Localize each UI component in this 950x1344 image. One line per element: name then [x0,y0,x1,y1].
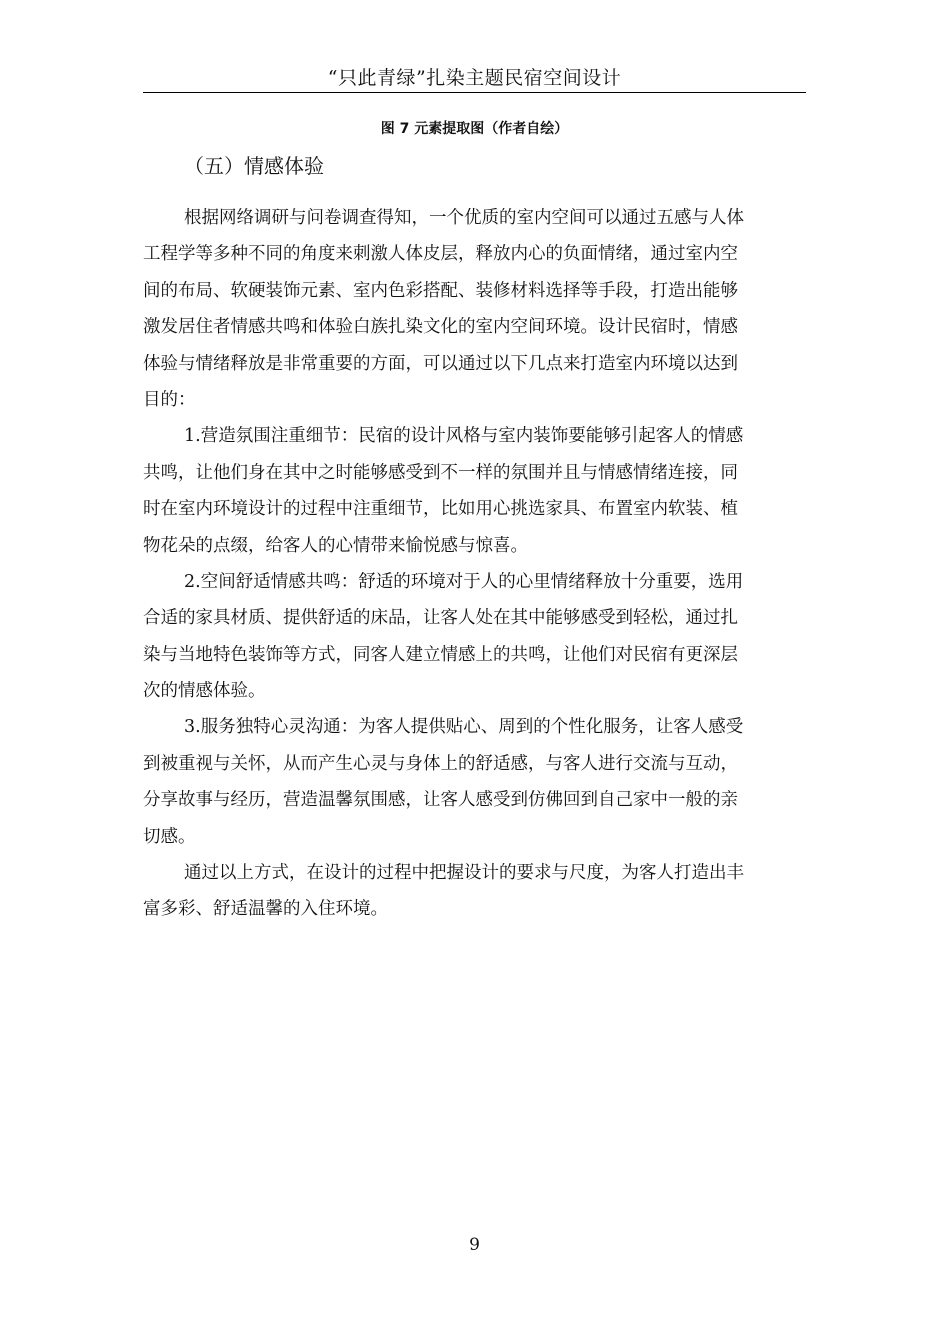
text-line: 2.空间舒适情感共鸣：舒适的环境对于人的心里情绪释放十分重要，选用 [184,571,744,592]
text-line: 1.营造氛围注重细节：民宿的设计风格与室内装饰要能够引起客人的情感 [184,426,744,447]
text-line: 到被重视与关怀，从而产生心灵与身体上的舒适感，与客人进行交流与互动， [143,753,738,774]
text-line: 分享故事与经历，营造温馨氛围感，让客人感受到仿佛回到自己家中一般的亲 [143,790,738,811]
figure-caption: 图 7 元素提取图（作者自绘） [380,121,569,137]
text-line: 共鸣，让他们身在其中之时能够感受到不一样的氛围并且与情感情绪连接，同 [143,462,738,483]
text-line: 切感。 [143,826,196,847]
section-heading: （五）情感体验 [184,154,324,178]
paragraph-point-3 [143,709,806,855]
text-line: 合适的家具材质、提供舒适的床品，让客人处在其中能够感受到轻松，通过扎 [143,608,738,629]
header-rule [143,92,806,93]
paragraph-point-2 [143,564,806,710]
text-line: 通过以上方式，在设计的过程中把握设计的要求与尺度，为客人打造出丰 [184,863,744,884]
text-line: 工程学等多种不同的角度来刺激人体皮层，释放内心的负面情绪，通过室内空 [143,244,738,265]
text-line: 3.服务独特心灵沟通：为客人提供贴心、周到的个性化服务，让客人感受 [184,717,744,738]
body-text [143,200,806,928]
paragraph-conclusion [143,855,806,928]
text-line: 富多彩、舒适温馨的入住环境。 [143,899,388,920]
text-line: 根据网络调研与问卷调查得知，一个优质的室内空间可以通过五感与人体 [184,208,744,228]
text-line: 目的： [143,389,196,410]
text-line: 体验与情绪释放是非常重要的方面，可以通过以下几点来打造室内环境以达到 [143,353,738,374]
text-line: 间的布局、软硬装饰元素、室内色彩搭配、装修材料选择等手段，打造出能够 [143,280,738,301]
text-line: 激发居住者情感共鸣和体验白族扎染文化的室内空间环境。设计民宿时，情感 [143,317,738,338]
paragraph-intro [143,200,806,418]
text-line: 次的情感体验。 [143,681,266,702]
paragraph-point-1 [143,418,806,564]
running-header: “只此青绿”扎染主题民宿空间设计 [327,67,622,89]
text-line: 染与当地特色装饰等方式，同客人建立情感上的共鸣，让他们对民宿有更深层 [143,644,738,665]
text-line: 物花朵的点缀，给客人的心情带来愉悦感与惊喜。 [143,535,528,556]
text-line: 时在室内环境设计的过程中注重细节，比如用心挑选家具、布置室内软装、植 [143,499,738,520]
page-number: 9 [469,1235,480,1255]
